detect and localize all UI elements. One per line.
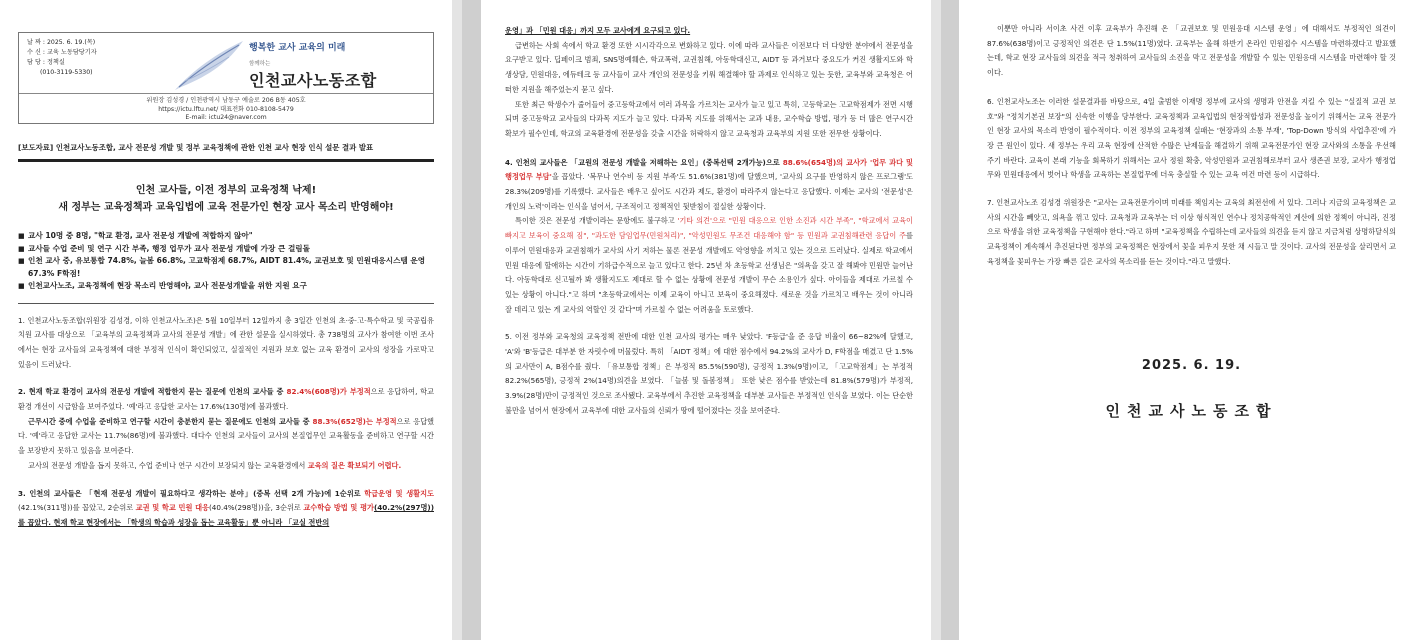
- paragraph-2c-highlight: 교육의 질은 확보되기 어렵다.: [307, 460, 402, 470]
- paragraph-2b-highlight: 88.3%(652명)는 부정적: [312, 416, 397, 426]
- paragraph-3-lead: 3. 인천의 교사들은 「현재 전문성 개발이 필요하다고 생각하는 분야」(중복 선택 2개 가능)에 1순위로: [18, 488, 365, 498]
- summary-bullet: ■ 교사 10명 중 8명, "학교 환경, 교사 전문성 개발에 적합하지 않아": [18, 230, 434, 243]
- meta-phone: (010-3119-5330): [40, 69, 93, 76]
- paragraph-2-highlight: 82.4%(608명)가 부정적: [286, 387, 371, 397]
- union-contact: [19, 91, 433, 123]
- paragraph-3: [18, 487, 434, 531]
- paragraph-2b-rest: 으로 응답했다. '예'라고 응답한 교사는 11.7%(86명)에 불과했다. 대다수 인천의 교사들이 교사의 본질업무인 교육활동을 준비하고 연구할 시간을 보장받지 못하고 있음을 보여준다.: [18, 416, 434, 456]
- letterhead: [18, 32, 434, 124]
- union-signature: 인천교사노동조합: [1105, 401, 1278, 420]
- paragraph-3-highlight-1: 학급운영 및 생활지도: [364, 488, 434, 498]
- page-1-scrollbar[interactable]: [452, 0, 462, 640]
- summary-bullets: [18, 230, 434, 293]
- paragraph-4b-rest: 를 이루어 민원대응과 교권침해가 교사의 사기 저하는 물론 전문성 개발에도 악영향을 끼치고 있는 것으로 드러났다. 실제로 학교에서 민원 대응에 할애하는 시간이 기하급수적으로 늘고 있다고 한다. 25년 차 초등학교 선생님은 "의욕을 갖고 잘 해봐야 민원만 늘어난다. 아동학대로 신고될까 봐 생활지도도 제대로 할 수 없는 상황에 전문성 개발이 무슨 소용인가 싶다. 아이들을 제대로 가르칠 수 있는 상황이 아니다."고 하며 "초등학교에서는 이제 교육이 아니고 보육이 중요해졌다. 새로운 것을 가르치고 배우는 것이 아니라 잘 데리고 있는 게 교사의 역할인 것 같다"며 가르칠 수 없는 어려움을 토로했다.: [505, 231, 913, 314]
- meta-recipient: 수 신 : 교육 노동담당기자: [27, 49, 97, 56]
- meta-date: 날 짜 : 2025. 6. 19.(목): [27, 39, 96, 46]
- paragraph-4-rest: 을 꼽았다. '복무나 연수비 등 지원 부족'도 51.6%(381명)에 달했으며, '교사의 요구를 반영하지 않은 프로그램'도 28.3%(209명)를 기록했다. 교사들은 배우고 싶어도 시간과 제도, 환경이 따라주지 않는다고 응답했다. 이제는 교사의 '전문성'은 개인의 노력'이라는 인식을 넘어서, 구조적이고 정책적인 뒷받침이 절실한 상황이다.: [505, 172, 913, 211]
- bullets-divider: [18, 303, 434, 304]
- paragraph-7-text: 7. 인천교사노조 김성경 위원장은 "교사는 교육전문가이며 미래를 책임지는 교육의 최전선에 서 있다. 그러나 지금의 교육정책은 교사의 시간을 빼앗고, 의욕을 꺾고 있다. 교육청과 교육부는 더 이상 형식적인 연수나 정치공학적인 계산에 의한 정책이 아니라, 진정으로 학생을 위한 교육정책을 구현해야 한다."라고 하며 "교육정책을 수립하는데 교사들의 의견을 듣지 않고 지금처럼 상명하달식의 교육정책이 계속해서 추진된다면 정부의 교육정책은 현장에서 꽃을 피우지 못한 채 시들고 말 것이다. 교사의 전문성을 살리면서 교육정책을 꽃피우는 가장 빠른 길은 교사의 목소리를 듣는 것이다."라고 말했다.: [987, 198, 1396, 266]
- press-release-title: [보도자료] 인천교사노동조합, 교사 전문성 개발 및 정부 교육정책에 관한 인천 교사 현장 인식 설문 결과 발표: [18, 143, 374, 152]
- headline-line-2: 새 정부는 교육정책과 교육입법에 교육 전문가인 현장 교사 목소리 반영해야!: [58, 202, 394, 213]
- paragraph-3-text-2: (40.4%(298명))을, 3순위로: [209, 503, 304, 513]
- page-2-scrollbar[interactable]: [931, 0, 941, 640]
- meta-contact-person: 담 당 : 정책실: [27, 59, 65, 66]
- paragraph-2c-lead: 교사의 전문성 개발을 돕지 못하고, 수업 준비나 연구 시간이 보장되지 않는 교육환경에서: [28, 460, 308, 470]
- contact-web: https://ictu.lftu.net/ 대표전화 010-8108-5479: [158, 105, 294, 113]
- paragraph-2-rest: 으로 응답하여, 학교 환경 개선이 시급함을 보여주었다. '예'라고 응답한 교사는 17.6%(130명)에 불과했다.: [18, 387, 434, 412]
- paragraph-6-text: 6. 인천교사노조는 이러한 설문결과를 바탕으로, 4일 출범한 이재명 정부에 교사의 생명과 안전을 지킬 수 있는 "실질적 교권 보호"와 "정치기본권 보장"의 신속한 이행을 당부한다. 교육정책과 교육입법의 현장적합성과 전문성을 높이기 위해서는 교육 전문가인 현장 교사의 목소리 반영이 필수적이다. 이전 정부의 교육정책 실패는 '현장과의 소통 부재', 'Top-Down 방식의 사업추진'에 가장 큰 원인이 있다. 새 정부는 우리 교육 현장에 산적한 수많은 난제들을 해결하기 위해 교육전문가인 현장 교사와의 소통을 우선해주기 바란다. 교육이 본래 기능을 회복하기 위해서는 교사 정원 확충, 악성민원과 교권침해로부터 교사 생존권 보장, 교사가 행정업무와 민원대응에서 벗어나 학생을 교육하는 본질업무에 더욱 충실할 수 있는 교육 여건 마련 등이 시급하다.: [987, 96, 1396, 180]
- summary-bullet: ■ 인천교사노조, 교육정책에 현장 목소리 반영해야, 교사 전문성개발을 위한 지원 요구: [18, 280, 434, 293]
- paragraph-3-detail-1: 급변하는 사회 속에서 학교 환경 또한 시시각각으로 변화하고 있다. 이에 따라 교사들은 이전보다 더 다양한 분야에서 전문성을 요구받고 있다. 딥페이크 범죄, SNS명예훼손, 학교폭력, 교권침해, 아동학대신고, AIDT 등 과거보다 중요도가 커진 생활지도와 학생상담, 민원대응, 에듀테크 등 교사들이 교사 개인의 전문성을 키워 해결해야 할 과제로 인식하고 있는 듯한, 교육부와 교육청은 어떠한 지원을 해주었는지 묻고 싶다.: [505, 40, 913, 94]
- paragraph-1-text: 1. 인천교사노동조합(위원장 김성경, 이하 인천교사노조)은 5월 10일부터 12일까지 총 3일간 인천의 초·중·고·특수학교 및 국공립유치원 교사를 대상으로 「교육부의 교육정책과 교사의 전문성 개발」에 관한 설문을 실시하였다. 총 738명의 교사가 참여한 이번 조사에서는 현장 교사들의 교육정책에 대한 부정적 인식이 확인되었고, 실질적인 지원과 보호 없는 교육 환경이 교사의 성장을 가로막고 있음이 드러났다.: [18, 315, 434, 369]
- paragraph-4-highlight: 88.6%(654명)의 교사가 '업무 과다 및 행정업무 부담': [505, 157, 913, 182]
- paragraph-6: [987, 95, 1396, 183]
- paragraph-5-continued: 이뿐만 아니라 서이초 사건 이후 교육부가 추진해 온 「교권보호 및 민원응대 시스템 운영」에 대해서도 부정적인 의견이 87.6%(638명)이고 긍정적인 의견은 단 1.5%(11명)였다. 교육부는 올해 하반기 온라인 민원접수 시스템을 마련하겠다고 발표했는데, 학교 현장 교사들의 의견을 적극 청취하여 교사들의 소진을 막고 전문성을 개발할 수 있는 민원응대 시스템을 마련해야 할 것이다.: [987, 24, 1396, 78]
- paragraph-7: [987, 196, 1396, 270]
- summary-bullet: ■ 교사들 수업 준비 및 연구 시간 부족, 행정 업무가 교사 전문성 개발에 가장 큰 걸림돌: [18, 243, 434, 256]
- paragraph-2: [18, 385, 434, 473]
- union-slogan: 행복한 교사 교육의 미래: [249, 43, 346, 53]
- contact-address: 위원장 김성경 / 인천광역시 남동구 예술로 206 B동 405호: [146, 97, 306, 104]
- feather-logo-icon: [169, 35, 249, 93]
- paragraph-5: [505, 330, 913, 418]
- release-date: 2025. 6. 19.: [1141, 357, 1242, 373]
- headline: [18, 182, 434, 216]
- paragraph-5-text: 5. 이전 정부와 교육청의 교육정책 전반에 대한 인천 교사의 평가는 매우 낮았다. 'F등급'을 준 응답 비율이 66~82%에 달했고, 'A'와 'B'등급은 대부분 한 자릿수에 머물렀다. 특히 「AIDT 정책」에 대한 점수에서 94.2%의 교사가 D, F학점을 매겼고 단 1.5%의 교사만이 A, B점수를 줬다. 「유보통합 정책」은 부정적 85.5%(590명), 긍정적 1.3%(9명)이고, 「고교학점제」는 부정적 82.2%(565명), 긍정적 2%(14명)의견을 보였다. 「늘봄 및 돌봄정책」 또한 낮은 점수를 받았는데 81.8%(579명)가 부정적, 3.9%(28명)만이 긍정적인 것으로 조사됐다. 교육부에서 추진한 교육정책을 대부분 교사들은 부정적인 인식을 보였다. 이는 단순한 불만을 넘어서 현장에서 교육부에 대한 교사들의 신뢰가 땅에 떨어졌다는 것을 보여준다.: [505, 332, 913, 415]
- paragraph-3-text-3: (40.2%(297명))를 꼽았다. 현재 학교 현장에서는 「학생의 학습과 성장을 돕는 교육활동」뿐 아니라 「교실 전반의: [18, 503, 434, 527]
- headline-line-1: 인천 교사들, 이전 정부의 교육정책 낙제!: [135, 185, 317, 196]
- paragraph-4: [505, 156, 913, 318]
- paragraph-2b-lead: 근무시간 중에 수업을 준비하고 연구할 시간이 충분한지 묻는 질문에도 인천의 교사들 중: [28, 416, 313, 426]
- summary-bullet: ■ 인천 교사 중, 유보통합 74.8%, 늘봄 66.8%, 고교학점제 68.7%, AIDT 81.4%, 교권보호 및 민원대응시스템 운영 67.3% F학점!: [18, 255, 434, 280]
- paragraph-3-continued: 운영」과 「민원 대응」까지 모두 교사에게 요구되고 있다.: [505, 26, 691, 35]
- paragraph-3-highlight-2: 교권 및 학교 민원 대응: [135, 503, 209, 513]
- paragraph-2-lead: 2. 현재 학교 환경이 교사의 전문성 개발에 적합한지 묻는 질문에 인천의 교사들 중: [18, 387, 287, 397]
- title-divider: [18, 159, 434, 162]
- union-logo: [169, 35, 439, 93]
- paragraph-4b-lead: 특이한 것은 전문성 개발이라는 문항에도 불구하고: [515, 216, 678, 226]
- document-page-1: [0, 0, 452, 640]
- document-page-2: [481, 0, 931, 640]
- paragraph-3-detail-2: 또한 최근 학생수가 줄어들어 중고등학교에서 여러 과목을 가르치는 교사가 늘고 있고 특히, 고등학교는 고교학점제가 전면 시행되며 중고등학교 교사들의 다과목 지도가 늘고 있다. 다과목 지도를 위해서는 교과 내용, 교수학습 방법, 평가 등 더 많은 연구시간 확보가 필수인데, 학교의 교육환경에 전문성을 갖출 시간을 허락하지 않고 교육청과 교육부의 지원 또한 전무한 상황이다.: [505, 99, 913, 138]
- paragraph-4b-highlight: '기타 의견'으로 "민원 대응으로 인한 소진과 시간 부족", "학교에서 교육이 빠지고 보육이 중요해 짐", "과도한 담임업무(민원처리)", "악성민원도 무조건 대응해야 함" 등 민원과 교권침해관련 응답이 주: [505, 216, 913, 241]
- union-name: 인천교사노동조합: [249, 71, 377, 90]
- contact-email: E-mail: ictu24@naver.com: [185, 114, 267, 121]
- paragraph-1: [18, 314, 434, 373]
- union-logo-subtext: 함께하는: [249, 61, 271, 67]
- document-page-3: [959, 0, 1416, 640]
- paragraph-4-lead: 4. 인천의 교사들은 「교원의 전문성 개발을 저해하는 요인」(중복선택 2개가능)으로: [505, 157, 783, 167]
- paragraph-3-text-1: (42.1%(311명))를 꼽았고, 2순위로: [18, 503, 136, 513]
- press-meta: [27, 38, 97, 78]
- paragraph-3-highlight-3: 교수학습 방법 및 평가: [303, 503, 374, 513]
